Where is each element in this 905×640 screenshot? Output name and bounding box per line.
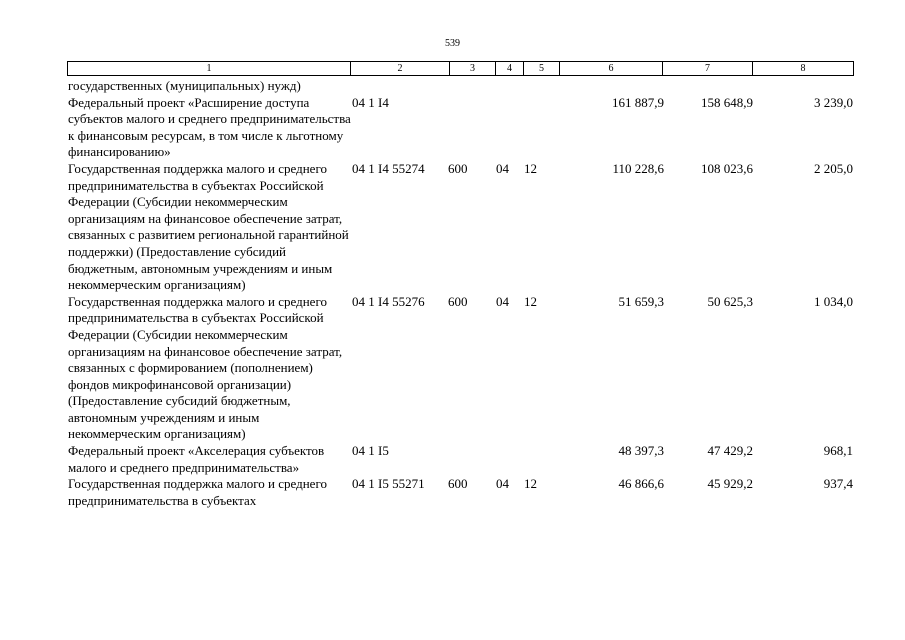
column-header-8: 8 bbox=[753, 62, 854, 76]
row-subsection: 12 bbox=[524, 476, 537, 492]
row-expense-type: 600 bbox=[448, 293, 468, 309]
row-name: Государственная поддержка малого и среднего предпринимательства в субъектах Российской Федерации (Субсидии некоммерческим организациям на финансовое обеспечение затрат, связанных с формированием (пополнением) фондов микрофинансовой организации) (Предоставление субсидий бюджетным, автономным учреждениям и иным некоммерческим организациям) bbox=[68, 293, 343, 442]
row-value-federal: 47 429,2 bbox=[707, 443, 753, 459]
column-header-4: 4 bbox=[496, 62, 524, 76]
row-expense-type: 600 bbox=[448, 160, 468, 176]
row-value-regional: 2 205,0 bbox=[814, 160, 853, 176]
row-code: 04 1 I4 55276 bbox=[352, 293, 425, 309]
table-row bbox=[0, 78, 905, 95]
row-name: Федеральный проект «Акселерация субъектов малого и среднего предпринимательства» bbox=[68, 443, 325, 475]
row-value-regional: 968,1 bbox=[823, 443, 853, 459]
row-value-total: 51 659,3 bbox=[618, 293, 664, 309]
row-value-total: 161 887,9 bbox=[612, 94, 664, 110]
row-code: 04 1 I5 55271 bbox=[352, 476, 425, 492]
row-section: 04 bbox=[496, 293, 509, 309]
column-header-1: 1 bbox=[68, 62, 351, 76]
row-subsection: 12 bbox=[524, 293, 537, 309]
column-header-7: 7 bbox=[663, 62, 753, 76]
row-name: государственных (муниципальных) нужд) bbox=[68, 78, 301, 93]
table-row bbox=[0, 443, 905, 476]
column-header-2: 2 bbox=[351, 62, 450, 76]
row-value-total: 110 228,6 bbox=[612, 160, 664, 176]
row-value-total: 46 866,6 bbox=[618, 476, 664, 492]
column-header-row bbox=[67, 61, 854, 76]
row-name: Государственная поддержка малого и среднего предпринимательства в субъектах Российской Федерации (Субсидии некоммерческим организациям на финансовое обеспечение затрат, связанных с развитием региональной гарантийной поддержки) (Предоставление субсидий бюджетным, автономным учреждениям и иным некоммерческим организациям) bbox=[68, 160, 349, 293]
row-name: Федеральный проект «Расширение доступа субъектов малого и среднего предпринимательства к финансовым ресурсам, в том числе к льготному финансированию» bbox=[68, 94, 351, 160]
table-row bbox=[0, 476, 905, 509]
row-code: 04 1 I4 55274 bbox=[352, 160, 425, 176]
row-value-federal: 108 023,6 bbox=[701, 160, 753, 176]
row-value-total: 48 397,3 bbox=[618, 443, 664, 459]
row-value-regional: 1 034,0 bbox=[814, 293, 853, 309]
row-code: 04 1 I4 bbox=[352, 94, 389, 110]
table-row bbox=[0, 161, 905, 294]
column-header-5: 5 bbox=[524, 62, 560, 76]
row-value-regional: 3 239,0 bbox=[814, 94, 853, 110]
row-code: 04 1 I5 bbox=[352, 443, 389, 459]
table-row bbox=[0, 294, 905, 443]
row-section: 04 bbox=[496, 476, 509, 492]
page-number: 539 bbox=[445, 38, 460, 49]
row-value-federal: 45 929,2 bbox=[707, 476, 753, 492]
row-value-federal: 158 648,9 bbox=[701, 94, 753, 110]
table-row bbox=[0, 95, 905, 161]
row-name: Государственная поддержка малого и среднего предпринимательства в субъектах bbox=[68, 476, 327, 508]
row-section: 04 bbox=[496, 160, 509, 176]
row-subsection: 12 bbox=[524, 160, 537, 176]
budget-table-body bbox=[0, 78, 905, 509]
row-value-federal: 50 625,3 bbox=[707, 293, 753, 309]
row-expense-type: 600 bbox=[448, 476, 468, 492]
column-header-6: 6 bbox=[560, 62, 663, 76]
row-value-regional: 937,4 bbox=[823, 476, 853, 492]
column-header-3: 3 bbox=[450, 62, 496, 76]
